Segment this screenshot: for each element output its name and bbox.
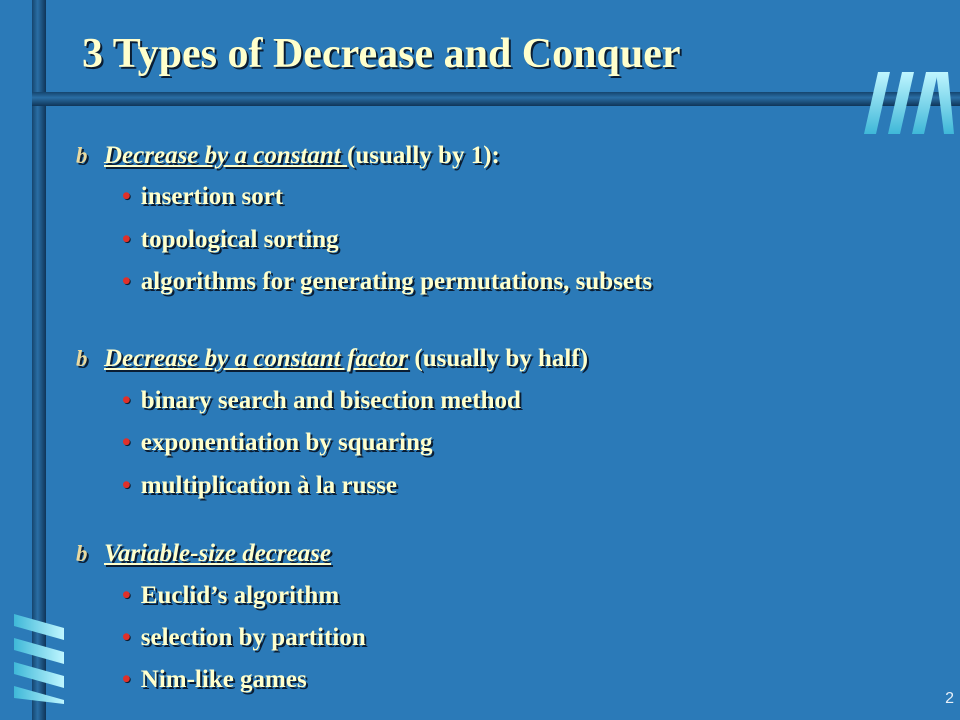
red-dot-icon: • (122, 226, 131, 253)
stripes-logo-top-icon (858, 72, 954, 134)
section-heading-1-underlined: Decrease by a constant (104, 142, 348, 169)
list-item: • exponentiation by squaring (122, 429, 433, 456)
red-dot-icon: • (122, 582, 131, 609)
red-dot-icon: • (122, 472, 131, 499)
red-dot-icon: • (122, 666, 131, 693)
section-heading-2-rest: (usually by half) (408, 345, 589, 372)
red-dot-icon: • (122, 387, 131, 414)
section-heading-3-underlined: Variable-size decrease (104, 540, 332, 567)
red-dot-icon: • (122, 624, 131, 651)
bullet-b-icon: b (76, 346, 88, 371)
section-heading-1-rest: (usually by 1): (347, 142, 500, 169)
stripes-logo-bottom-icon (4, 614, 68, 704)
list-item: • Euclid’s algorithm (122, 582, 340, 609)
bullet-b-icon: b (76, 541, 88, 566)
section-heading-2-underlined: Decrease by a constant factor (104, 345, 409, 372)
list-item: • binary search and bisection method (122, 387, 521, 414)
page-number: 2 (945, 690, 954, 707)
list-item: • insertion sort (122, 183, 284, 210)
list-item: • algorithms for generating permutations, subsets (122, 268, 653, 295)
list-item: • selection by partition (122, 624, 366, 651)
red-dot-icon: • (122, 183, 131, 210)
red-dot-icon: • (122, 429, 131, 456)
section-heading-2 (76, 345, 588, 373)
list-item: • Nim-like games (122, 666, 307, 693)
bullet-b-icon: b (76, 143, 88, 168)
list-item: • topological sorting (122, 226, 339, 253)
red-dot-icon: • (122, 268, 131, 295)
list-item: • multiplication à la russe (122, 472, 398, 499)
slide-title: 3 Types of Decrease and Conquer (82, 31, 681, 77)
top-horizontal-bar (32, 92, 960, 106)
section-heading-1 (76, 142, 500, 170)
left-vertical-bar (32, 0, 46, 720)
section-heading-3 (76, 540, 331, 568)
